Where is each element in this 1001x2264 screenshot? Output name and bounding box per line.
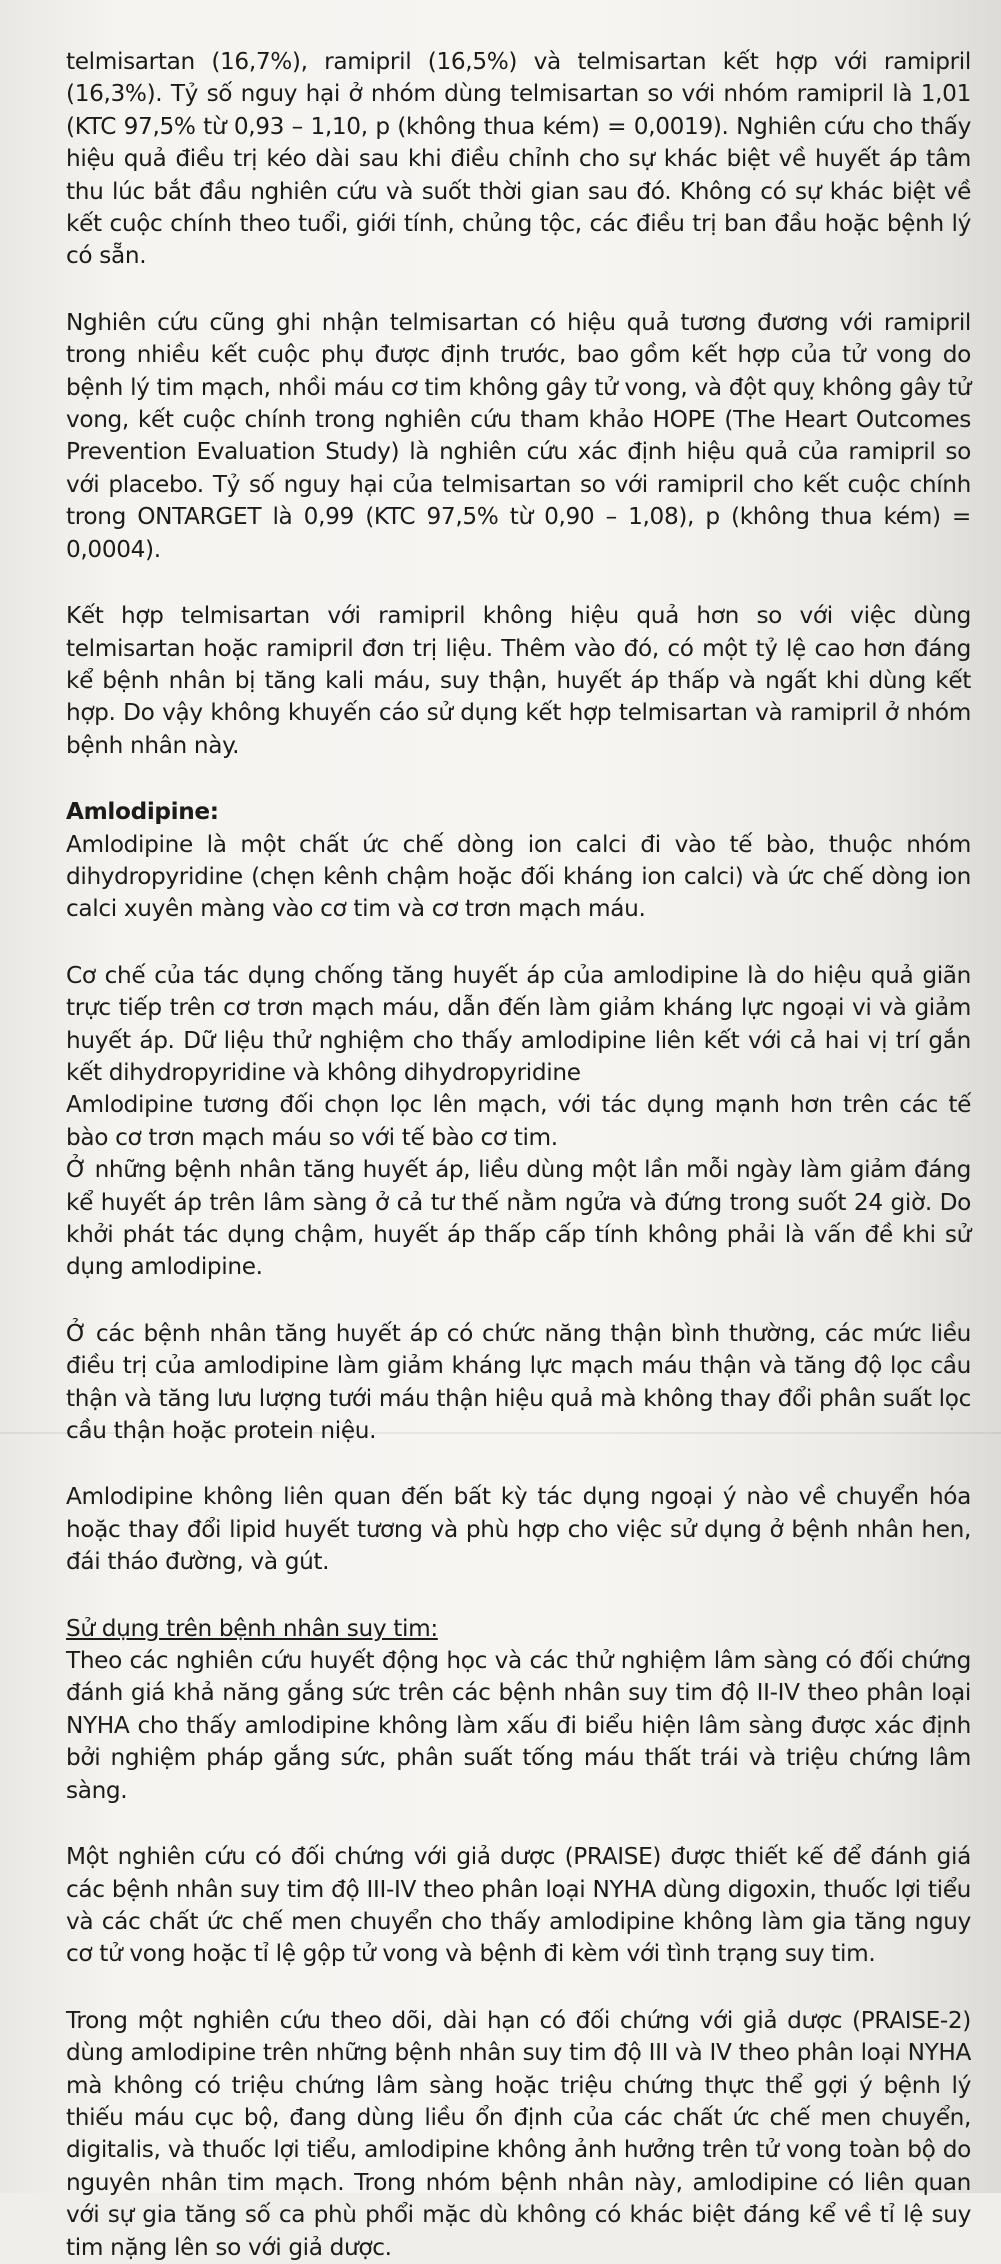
paragraph-renal-function: Ở các bệnh nhân tăng huyết áp có chức năng thận bình thường, các mức liều điều trị của amlodipine làm giảm kháng lực mạch máu thận và tăng độ lọc cầu thận và tăng lưu lượng tưới máu thận hiệu quả mà không thay đổi phân suất lọc cầu thận hoặc protein niệu.	[66, 1319, 971, 1445]
paragraph-praise2-study: Trong một nghiên cứu theo dõi, dài hạn có đối chứng với giả dược (PRAISE-2) dùng amlodipine trên những bệnh nhân suy tim độ III và IV theo phân loại NYHA mà không có triệu chứng lâm sàng hoặc triệu chứng thực thể gợi ý bệnh lý thiếu máu cục bộ, đang dùng liều ổn định của các chất ức chế men chuyển, digitalis, và thuốc lợi tiểu, amlodipine không ảnh hưởng trên tử vong toàn bộ do nguyên nhân tim mạch. Trong nhóm bệnh nhân này, amlodipine có liên quan với sự gia tăng số ca phù phổi mặc dù không có khác biệt đáng kể về tỉ lệ suy tim nặng lên so với giả dược.	[66, 2006, 971, 2261]
paragraph-ontarget-results: telmisartan (16,7%), ramipril (16,5%) và telmisartan kết hợp với ramipril (16,3%). Tỷ số nguy hại ở nhóm dùng telmisartan so với nhóm ramipril là 1,01 (KTC 97,5% từ 0,93 – 1,10, p (không thua kém) = 0,0019). Nghiên cứu cho thấy hiệu quả điều trị kéo dài sau khi điều chỉnh cho sự khác biệt về huyết áp tâm thu lúc bắt đầu nghiên cứu và suốt thời gian sau đó. Không có sự khác biệt về kết cuộc chính theo tuổi, giới tính, chủng tộc, các điều trị ban đầu hoặc bệnh lý có sẵn.	[66, 48, 971, 270]
paragraph-selectivity: Amlodipine tương đối chọn lọc lên mạch, với tác dụng mạnh hơn trên các tế bào cơ trơn mạch máu so với tế bào cơ tim.	[66, 1091, 971, 1151]
paragraph-secondary-outcomes: Nghiên cứu cũng ghi nhận telmisartan có hiệu quả tương đương với ramipril trong nhiều kết cuộc phụ được định trước, bao gồm kết hợp của tử vong do bệnh lý tim mạch, nhồi máu cơ tim không gây tử vong, và đột quỵ không gây tử vong, kết cuộc chính trong nghiên cứu tham khảo HOPE (The Heart Outcomes Prevention Evaluation Study) là nghiên cứu xác định hiệu quả của ramipril so với placebo. Tỷ số nguy hại của telmisartan so với ramipril cho kết cuộc chính trong ONTARGET là 0,99 (KTC 97,5% từ 0,90 – 1,08), p (không thua kém) = 0,0004).	[66, 308, 971, 563]
heading-heart-failure-use: Sử dụng trên bệnh nhân suy tim:	[66, 1614, 438, 1642]
paragraph-hemodynamic-studies: Theo các nghiên cứu huyết động học và các thử nghiệm lâm sàng có đối chứng đánh giá khả năng gắng sức trên các bệnh nhân suy tim độ II-IV theo phân loại NYHA cho thấy amlodipine không làm xấu đi biểu hiện lâm sàng được xác định bởi nghiệm pháp gắng sức, phân suất tống máu thất trái và triệu chứng lâm sàng.	[66, 1647, 971, 1804]
paragraph-combination-therapy: Kết hợp telmisartan với ramipril không hiệu quả hơn so với việc dùng telmisartan hoặc ramipril đơn trị liệu. Thêm vào đó, có một tỷ lệ cao hơn đáng kể bệnh nhân bị tăng kali máu, suy thận, huyết áp thấp và ngất khi dùng kết hợp. Do vậy không khuyến cáo sử dụng kết hợp telmisartan và ramipril ở nhóm bệnh nhân này.	[66, 602, 971, 759]
paragraph-mechanism: Cơ chế của tác dụng chống tăng huyết áp của amlodipine là do hiệu quả giãn trực tiếp trên cơ trơn mạch máu, dẫn đến làm giảm kháng lực ngoại vi và giảm huyết áp. Dữ liệu thử nghiệm cho thấy amlodipine liên kết với cả hai vị trí gắn kết dihydropyridine và không dihydropyridine	[66, 961, 971, 1086]
document-body	[66, 46, 971, 2264]
paragraph-praise-study: Một nghiên cứu có đối chứng với giả dược (PRAISE) được thiết kế để đánh giá các bệnh nhân suy tim độ III-IV theo phân loại NYHA dùng digoxin, thuốc lợi tiểu và các chất ức chế men chuyển cho thấy amlodipine không làm gia tăng nguy cơ tử vong hoặc tỉ lệ gộp tử vong và bệnh đi kèm với tình trạng suy tim.	[66, 1843, 971, 1968]
paragraph-metabolic-effects: Amlodipine không liên quan đến bất kỳ tác dụng ngoại ý nào về chuyển hóa hoặc thay đổi lipid huyết tương và phù hợp cho việc sử dụng ở bệnh nhân hen, đái tháo đường, và gút.	[66, 1483, 971, 1576]
paragraph-amlodipine-intro: Amlodipine là một chất ức chế dòng ion calci đi vào tế bào, thuộc nhóm dihydropyridine (chẹn kênh chậm hoặc đối kháng ion calci) và ức chế dòng ion calci xuyên màng vào cơ tim và cơ trơn mạch máu.	[66, 830, 971, 923]
heading-amlodipine: Amlodipine:	[66, 798, 219, 826]
paragraph-hypertensive-dosing: Ở những bệnh nhân tăng huyết áp, liều dùng một lần mỗi ngày làm giảm đáng kể huyết áp trên lâm sàng ở cả tư thế nằm ngửa và đứng trong suốt 24 giờ. Do khởi phát tác dụng chậm, huyết áp thấp cấp tính không phải là vấn đề khi sử dụng amlodipine.	[66, 1156, 971, 1281]
